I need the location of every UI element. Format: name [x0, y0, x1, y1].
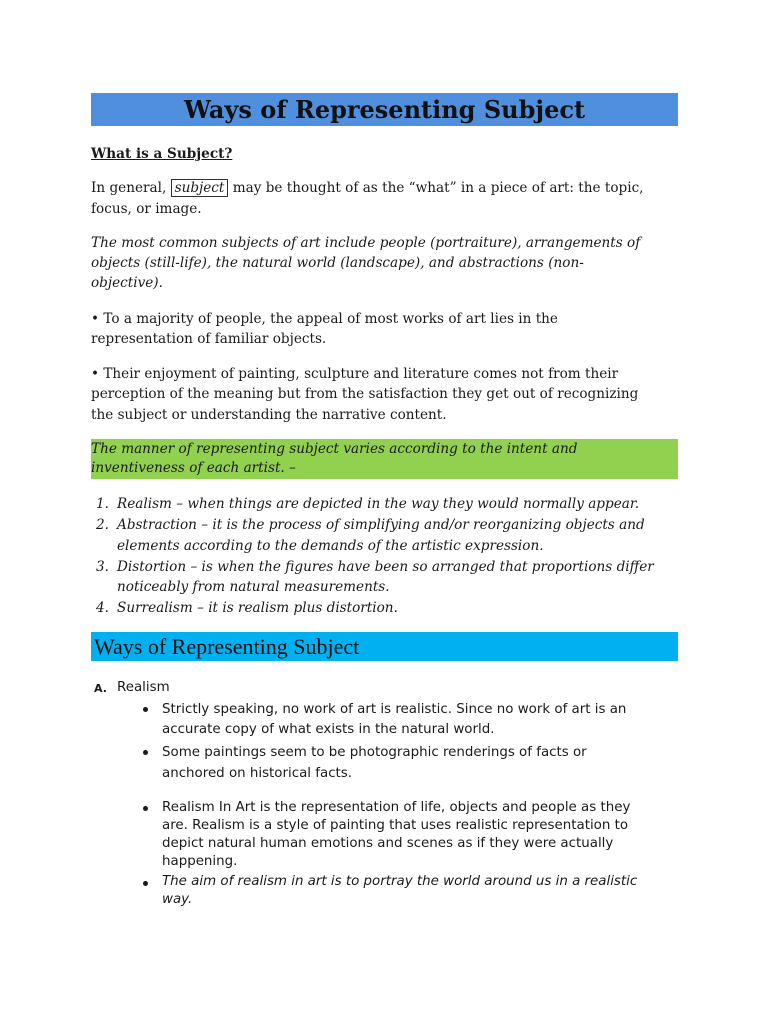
manner-line-2: inventiveness of each artist. –: [91, 460, 296, 476]
intro-prefix: In general,: [91, 180, 167, 196]
list-item-surrealism: Surrealism – it is realism plus distortion.: [117, 600, 398, 616]
manner-line-1: The manner of representing subject varies according to the intent and: [91, 441, 578, 457]
list-item-distortion-line-1: Distortion – is when the figures have been so arranged that proportions differ: [117, 559, 654, 575]
bullet-dot: [143, 806, 148, 811]
list-number-2: 2.: [96, 517, 109, 533]
list-item-realism: Realism – when things are depicted in the way they would normally appear.: [117, 496, 640, 512]
majority-paragraph-line-2: representation of familiar objects.: [91, 331, 327, 347]
page-title: Ways of Representing Subject: [91, 93, 678, 126]
realism-bullet-3-line-1: Realism In Art is the representation of life, objects and people as they: [162, 800, 631, 815]
realism-bullet-2-line-2: anchored on historical facts.: [162, 766, 353, 781]
enjoyment-paragraph-line-3: the subject or understanding the narrative content.: [91, 407, 447, 423]
realism-bullet-4-line-2: way.: [162, 892, 193, 907]
list-item-abstraction-line-2: elements according to the demands of the artistic expression.: [117, 538, 544, 554]
common-subjects-line-2: objects (still-life), the natural world (landscape), and abstractions (non-: [91, 255, 584, 271]
intro-line-1: [91, 178, 644, 198]
realism-bullet-3-line-4: happening.: [162, 854, 238, 869]
intro-line-2: focus, or image.: [91, 201, 202, 217]
manner-highlight: [91, 439, 678, 479]
subject-boxed-word: subject: [171, 179, 229, 197]
bullet-dot: [143, 707, 148, 712]
bullet-dot: [143, 881, 148, 886]
list-item-abstraction-line-1: Abstraction – it is the process of simplifying and/or reorganizing objects and: [117, 517, 645, 533]
realism-bullet-3-line-2: are. Realism is a style of painting that uses realistic representation to: [162, 818, 629, 833]
enjoyment-paragraph-line-2: perception of the meaning but from the satisfaction they get out of recognizing: [91, 386, 639, 402]
intro-line-1-rest: may be thought of as the “what” in a piece of art: the topic,: [232, 180, 644, 196]
list-item-distortion-line-2: noticeably from natural measurements.: [117, 579, 390, 595]
realism-bullet-1-line-2: accurate copy of what exists in the natural world.: [162, 722, 495, 737]
enjoyment-paragraph-line-1: • Their enjoyment of painting, sculpture and literature comes not from their: [91, 366, 619, 382]
realism-bullet-2-line-1: Some paintings seem to be photographic renderings of facts or: [162, 745, 587, 760]
bullet-dot: [143, 750, 148, 755]
realism-bullet-4-line-1: The aim of realism in art is to portray the world around us in a realistic: [162, 874, 638, 889]
subject-heading: What is a Subject?: [91, 146, 233, 162]
list-number-1: 1.: [96, 496, 109, 512]
sub-heading-letter: A.: [94, 682, 107, 695]
majority-paragraph-line-1: • To a majority of people, the appeal of most works of art lies in the: [91, 311, 558, 327]
realism-bullet-1-line-1: Strictly speaking, no work of art is realistic. Since no work of art is an: [162, 702, 627, 717]
section-heading: Ways of Representing Subject: [94, 634, 360, 659]
list-number-4: 4.: [96, 600, 109, 616]
sub-heading-realism: Realism: [117, 680, 170, 695]
list-number-3: 3.: [96, 559, 109, 575]
section-heading-bar: [91, 632, 678, 661]
common-subjects-line-1: The most common subjects of art include people (portraiture), arrangements of: [91, 235, 641, 251]
common-subjects-line-3: objective).: [91, 275, 163, 291]
realism-bullet-3-line-3: depict natural human emotions and scenes as if they were actually: [162, 836, 614, 851]
